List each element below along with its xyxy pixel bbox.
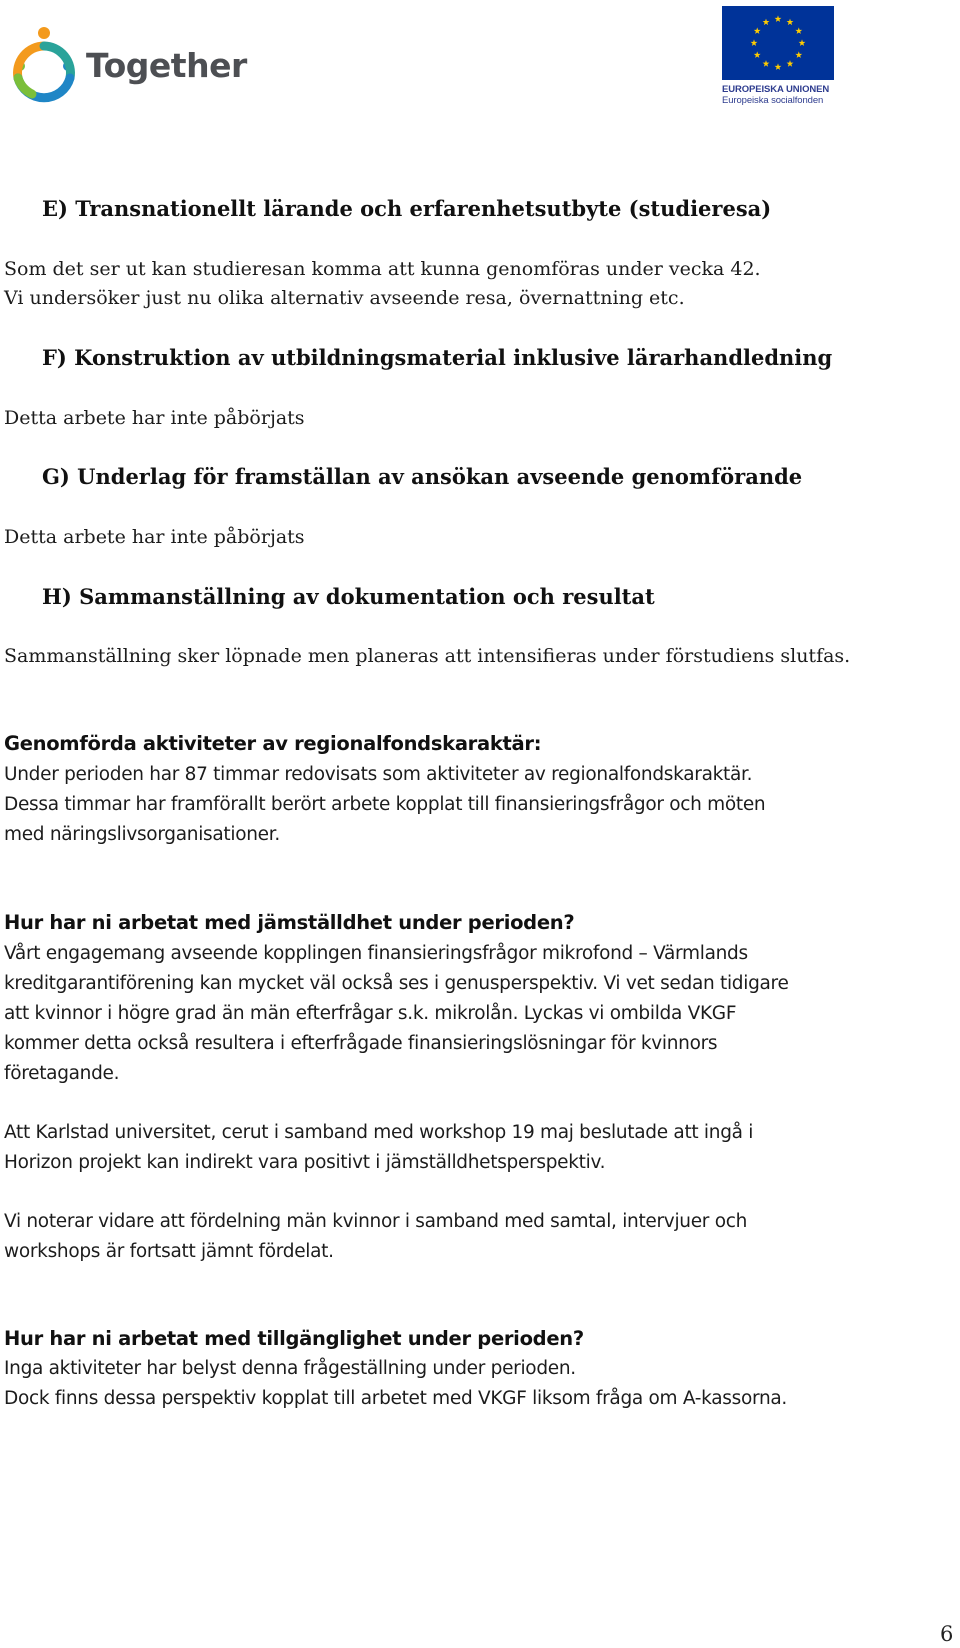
accessibility-heading: Hur har ni arbetat med tillgänglighet under perioden? [4, 1327, 584, 1350]
together-logo-text: Together [86, 46, 247, 85]
regional-line-2: Dessa timmar har framförallt berört arbete kopplat till finansieringsfrågor och möten [4, 794, 766, 815]
equality-p2-line-1: Att Karlstad universitet, cerut i samband med workshop 19 maj beslutade att ingå i [4, 1122, 754, 1143]
equality-p2-line-2: Horizon projekt kan indirekt vara positivt i jämställdhetsperspektiv. [4, 1152, 606, 1173]
eu-flag-icon [722, 6, 834, 80]
section-g-heading: G) Underlag för framställan av ansökan avseende genomförande [42, 464, 803, 489]
page-number: 6 [940, 1622, 954, 1646]
equality-p3-line-2: workshops är fortsatt jämnt fördelat. [4, 1241, 334, 1262]
section-e-line-2: Vi undersöker just nu olika alternativ avseende resa, övernattning etc. [4, 287, 685, 309]
regional-line-1: Under perioden har 87 timmar redovisats som aktiviteter av regionalfondskaraktär. [4, 764, 753, 785]
eu-label-line1: EUROPEISKA UNIONEN [722, 84, 830, 95]
equality-p1-line-5: företagande. [4, 1063, 120, 1084]
equality-p3-line-1: Vi noterar vidare att fördelning män kvinnor i samband med samtal, intervjuer och [4, 1211, 748, 1232]
section-f-text: Detta arbete har inte påbörjats [4, 407, 305, 429]
equality-p1-line-2: kreditgarantiförening kan mycket väl också ses i genusperspektiv. Vi vet sedan tidigare [4, 973, 789, 994]
section-h-heading: H) Sammanställning av dokumentation och resultat [42, 584, 655, 609]
accessibility-line-1: Inga aktiviteter har belyst denna frågeställning under perioden. [4, 1358, 576, 1379]
eu-logo [722, 6, 837, 106]
eu-label-line2: Europeiska socialfonden [722, 95, 824, 106]
accessibility-line-2: Dock finns dessa perspektiv kopplat till arbetet med VKGF liksom fråga om A-kassorna. [4, 1388, 787, 1409]
equality-p1-line-1: Vårt engagemang avseende kopplingen finansieringsfrågor mikrofond – Värmlands [4, 943, 748, 964]
regional-line-3: med näringslivsorganisationer. [4, 824, 280, 845]
equality-p1-line-4: kommer detta också resultera i efterfrågade finansieringslösningar för kvinnors [4, 1033, 718, 1054]
together-logo-icon [4, 22, 88, 104]
section-h-text: Sammanställning sker löpnade men planeras att intensifieras under förstudiens slutfas. [4, 645, 851, 667]
section-e-heading: E) Transnationellt lärande och erfarenhetsutbyte (studieresa) [42, 196, 772, 221]
equality-heading: Hur har ni arbetat med jämställdhet under perioden? [4, 911, 575, 934]
section-f-heading: F) Konstruktion av utbildningsmaterial inklusive lärarhandledning [42, 345, 833, 370]
section-g-text: Detta arbete har inte påbörjats [4, 526, 305, 548]
equality-p1-line-3: att kvinnor i högre grad än män efterfrågar s.k. mikrolån. Lyckas vi ombilda VKGF [4, 1003, 737, 1024]
section-e-line-1: Som det ser ut kan studieresan komma att kunna genomföras under vecka 42. [4, 258, 761, 280]
regional-heading: Genomförda aktiviteter av regionalfondskaraktär: [4, 732, 542, 755]
